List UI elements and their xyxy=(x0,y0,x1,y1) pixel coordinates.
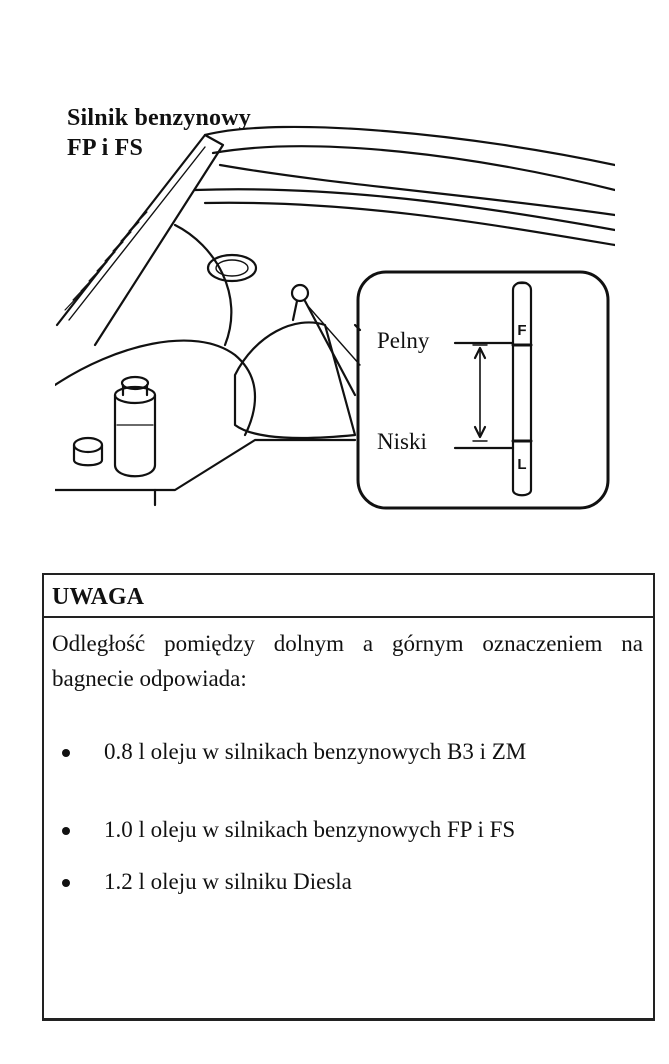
list-item-text: 1.2 l oleju w silniku Diesla xyxy=(104,869,352,894)
bullet-icon xyxy=(62,749,70,757)
notice-title: UWAGA xyxy=(44,575,653,618)
list-item-text: 0.8 l oleju w silnikach benzynowych B3 i ZM xyxy=(104,739,527,764)
list-item-text: 1.0 l oleju w silnikach benzynowych FP i FS xyxy=(104,817,516,842)
list-item xyxy=(44,864,653,900)
dipstick-mark-full-letter: F xyxy=(517,322,527,339)
hood-top-line xyxy=(205,127,615,165)
bullet-icon xyxy=(62,879,70,887)
filler-cap-ring xyxy=(208,255,256,281)
engine-type-caption xyxy=(67,103,251,163)
dipstick-callout-frame xyxy=(358,272,608,508)
dipstick-handle xyxy=(292,285,308,301)
notice-intro-text: Odległość pomiędzy dolnym a górnym oznaczeniem na bagnecie odpowiada: xyxy=(52,631,643,691)
dipstick-full-label: Pelny xyxy=(377,328,430,353)
notice-box xyxy=(42,573,655,1021)
dipstick-mark-low-letter: L xyxy=(517,456,527,473)
list-item xyxy=(44,734,653,770)
engine-type-caption-line2: FP i FS xyxy=(67,135,144,161)
engine-type-caption-line1: Silnik benzynowy xyxy=(67,105,251,131)
reservoir-body xyxy=(115,395,155,476)
bullet-icon xyxy=(62,827,70,835)
dipstick-low-label: Niski xyxy=(377,429,427,454)
list-item xyxy=(44,812,653,848)
notice-list xyxy=(44,734,653,900)
